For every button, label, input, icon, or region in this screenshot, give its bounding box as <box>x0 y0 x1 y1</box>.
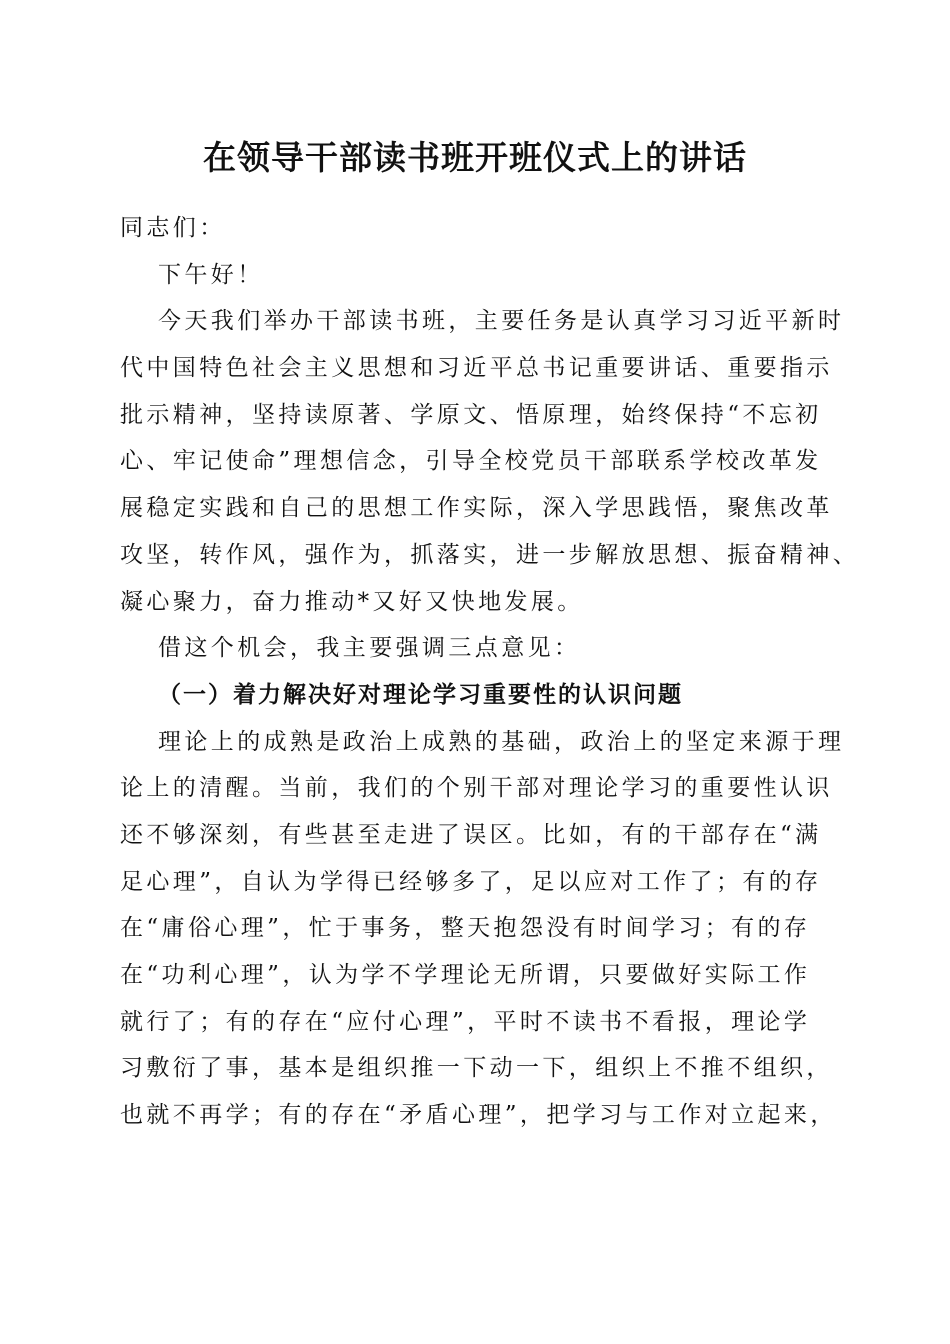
paragraph-line: 借这个机会，我主要强调三点意见： <box>158 635 581 662</box>
greeting: 下午好！ <box>158 261 264 288</box>
paragraph-line: 还不够深刻，有些甚至走进了误区。比如，有的干部存在“满 <box>120 821 822 848</box>
paragraph-line: 今天我们举办干部读书班，主要任务是认真学习习近平新时 <box>158 308 845 335</box>
paragraph-line: 就行了；有的存在“应付心理”，平时不读书不看报，理论学 <box>120 1008 811 1035</box>
paragraph-line: 在“功利心理”，认为学不学理论无所谓，只要做好实际工作 <box>120 962 811 988</box>
paragraph-line: 凝心聚力，奋力推动*又好又快地发展。 <box>120 588 584 615</box>
paragraph-line: 习敷衍了事，基本是组织推一下动一下，组织上不推不组织， <box>120 1055 833 1082</box>
paragraph-line: 理论上的成熟是政治上成熟的基础，政治上的坚定来源于理 <box>158 728 845 755</box>
section-heading: （一）着力解决好对理论学习重要性的认识问题 <box>158 680 683 708</box>
paragraph-line: 批示精神，坚持读原著、学原文、悟原理，始终保持“不忘初 <box>120 401 822 428</box>
document-title: 在领导干部读书班开班仪式上的讲话 <box>203 138 747 177</box>
paragraph-line: 攻坚，转作风，强作为，抓落实，进一步解放思想、振奋精神、 <box>120 541 860 568</box>
paragraph-line: 也就不再学；有的存在“矛盾心理”，把学习与工作对立起来， <box>120 1102 837 1129</box>
document-body <box>120 205 860 1139</box>
salutation: 同志们： <box>120 215 226 241</box>
paragraph-line: 代中国特色社会主义思想和习近平总书记重要讲话、重要指示 <box>120 355 833 382</box>
paragraph-line: 足心理”，自认为学得已经够多了，足以应对工作了；有的存 <box>120 868 822 895</box>
paragraph-line: 在“庸俗心理”，忙于事务，整天抱怨没有时间学习；有的存 <box>120 915 811 942</box>
paragraph-line: 心、牢记使命”理想信念，引导全校党员干部联系学校改革发 <box>120 448 822 475</box>
paragraph-line: 展稳定实践和自己的思想工作实际，深入学思践悟，聚焦改革 <box>120 495 833 522</box>
paragraph-line: 论上的清醒。当前，我们的个别干部对理论学习的重要性认识 <box>120 775 833 802</box>
